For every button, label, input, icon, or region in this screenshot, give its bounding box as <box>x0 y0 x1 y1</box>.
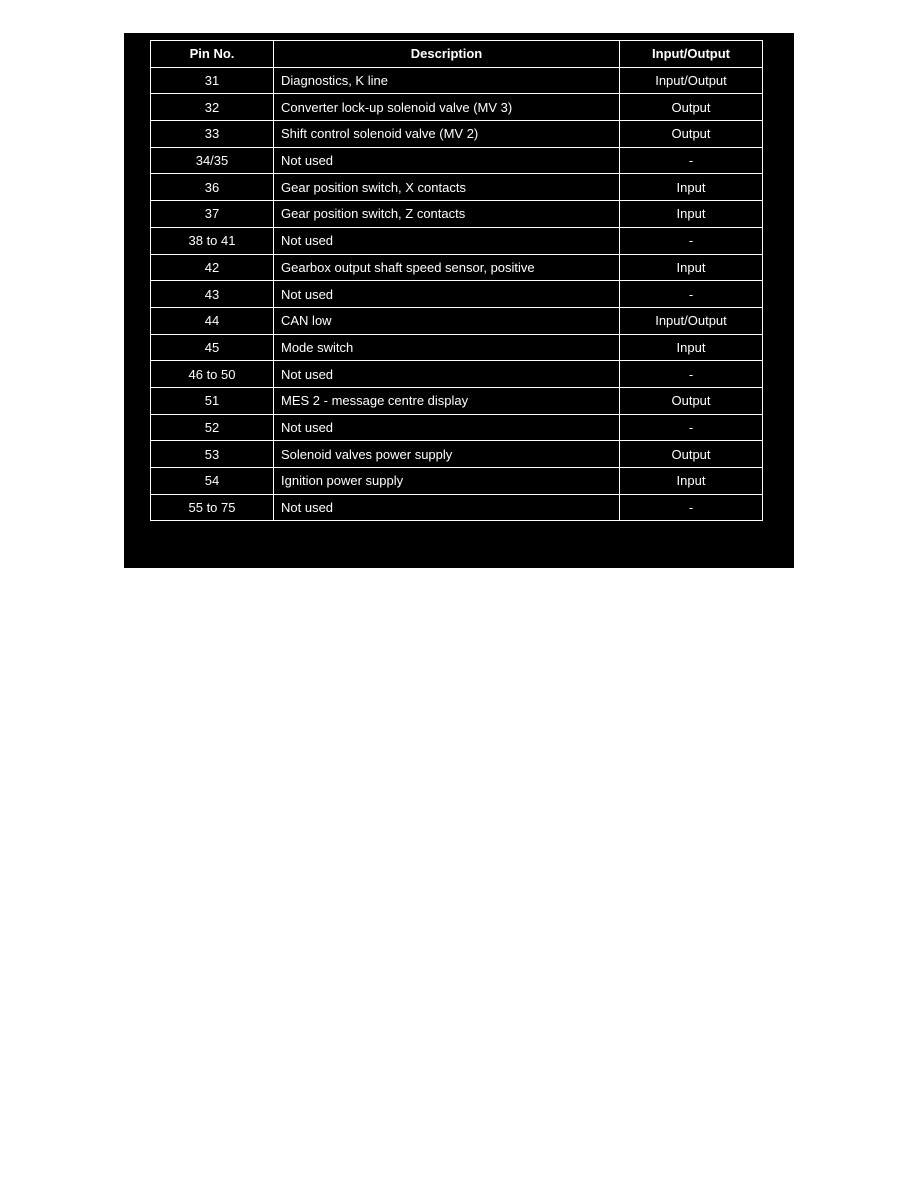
io-cell: Output <box>620 387 763 414</box>
io-cell: - <box>620 281 763 308</box>
pin-cell: 37 <box>151 201 274 228</box>
description-cell: Mode switch <box>274 334 620 361</box>
io-cell: - <box>620 227 763 254</box>
io-cell: Input <box>620 334 763 361</box>
io-cell: - <box>620 147 763 174</box>
description-cell: CAN low <box>274 307 620 334</box>
table-row <box>151 147 763 174</box>
io-cell: Output <box>620 94 763 121</box>
description-cell: Not used <box>274 227 620 254</box>
table-row <box>151 67 763 94</box>
pin-cell: 46 to 50 <box>151 361 274 388</box>
pin-cell: 51 <box>151 387 274 414</box>
pin-cell: 32 <box>151 94 274 121</box>
description-cell: Converter lock-up solenoid valve (MV 3) <box>274 94 620 121</box>
description-cell: Diagnostics, K line <box>274 67 620 94</box>
description-cell: Not used <box>274 494 620 521</box>
description-cell: Shift control solenoid valve (MV 2) <box>274 121 620 148</box>
table-row <box>151 361 763 388</box>
io-cell: Input <box>620 201 763 228</box>
pin-cell: 34/35 <box>151 147 274 174</box>
description-cell: Gear position switch, X contacts <box>274 174 620 201</box>
table-row <box>151 174 763 201</box>
description-cell: Ignition power supply <box>274 468 620 495</box>
description-cell: Gearbox output shaft speed sensor, positive <box>274 254 620 281</box>
pin-cell: 42 <box>151 254 274 281</box>
header-pin: Pin No. <box>151 41 274 68</box>
header-description: Description <box>274 41 620 68</box>
io-cell: Input <box>620 174 763 201</box>
table-row <box>151 387 763 414</box>
table-row <box>151 201 763 228</box>
table-row <box>151 281 763 308</box>
table-row <box>151 254 763 281</box>
io-cell: Input <box>620 468 763 495</box>
io-cell: Input/Output <box>620 307 763 334</box>
pin-cell: 36 <box>151 174 274 201</box>
table-row <box>151 334 763 361</box>
description-cell: MES 2 - message centre display <box>274 387 620 414</box>
io-cell: Input <box>620 254 763 281</box>
pin-table-panel <box>124 33 794 568</box>
pin-cell: 33 <box>151 121 274 148</box>
pin-cell: 53 <box>151 441 274 468</box>
description-cell: Gear position switch, Z contacts <box>274 201 620 228</box>
table-body <box>151 67 763 521</box>
header-io: Input/Output <box>620 41 763 68</box>
description-cell: Not used <box>274 281 620 308</box>
pin-cell: 45 <box>151 334 274 361</box>
pin-cell: 52 <box>151 414 274 441</box>
pin-cell: 44 <box>151 307 274 334</box>
table-header-row <box>151 41 763 68</box>
table-row <box>151 227 763 254</box>
pin-table <box>150 40 763 521</box>
io-cell: Output <box>620 121 763 148</box>
io-cell: - <box>620 361 763 388</box>
pin-cell: 38 to 41 <box>151 227 274 254</box>
io-cell: - <box>620 414 763 441</box>
table-row <box>151 494 763 521</box>
pin-cell: 31 <box>151 67 274 94</box>
table-row <box>151 121 763 148</box>
table-row <box>151 307 763 334</box>
io-cell: - <box>620 494 763 521</box>
table-row <box>151 414 763 441</box>
io-cell: Input/Output <box>620 67 763 94</box>
table-row <box>151 441 763 468</box>
description-cell: Not used <box>274 361 620 388</box>
pin-cell: 43 <box>151 281 274 308</box>
table-row <box>151 468 763 495</box>
pin-cell: 55 to 75 <box>151 494 274 521</box>
description-cell: Solenoid valves power supply <box>274 441 620 468</box>
description-cell: Not used <box>274 414 620 441</box>
table-row <box>151 94 763 121</box>
description-cell: Not used <box>274 147 620 174</box>
io-cell: Output <box>620 441 763 468</box>
pin-cell: 54 <box>151 468 274 495</box>
